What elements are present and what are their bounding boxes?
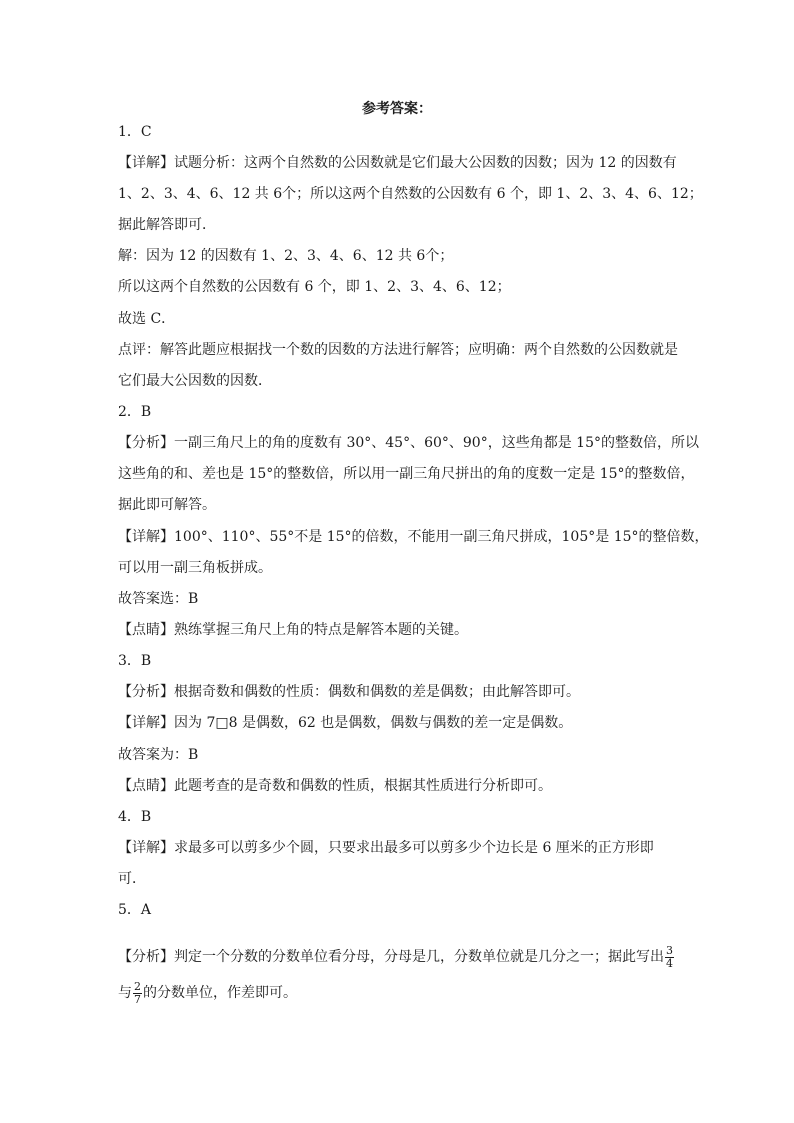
page-title: 参考答案：	[362, 101, 432, 117]
fraction-two-sevenths	[133, 981, 142, 1006]
fraction-denominator: 7	[134, 992, 141, 1006]
text-line: 故答案选：B	[118, 591, 199, 607]
text-line: 点评：解答此题应根据找一个数的因数的方法进行解答；应明确：两个自然数的公因数就是	[118, 342, 678, 358]
text-line: 2．B	[118, 404, 152, 420]
text-line: 它们最大公因数的因数．	[118, 373, 272, 389]
text-line: 【点睛】熟练掌握三角尺上角的特点是解答本题的关键。	[118, 622, 468, 638]
fraction-denominator: 4	[666, 956, 673, 970]
text-line: 可以用一副三角板拼成。	[118, 560, 272, 576]
fraction-three-fourths	[665, 945, 674, 970]
text-line: 1．C	[118, 124, 152, 140]
fraction-numerator: 2	[134, 979, 141, 993]
text-line: 据此解答即可．	[118, 217, 216, 233]
text-line: 可．	[118, 871, 146, 887]
text-line-with-fraction	[118, 941, 675, 973]
text-segment: 的分数单位，作差即可。	[143, 985, 297, 1001]
text-line: 所以这两个自然数的公因数有 6 个，即 1、2、3、4、6、12；	[118, 279, 511, 295]
fraction-numerator: 3	[666, 943, 673, 957]
text-line: 4．B	[118, 809, 152, 825]
text-line: 这些角的和、差也是 15°的整数倍，所以用一副三角尺拼出的角的度数一定是 15°的整数倍，	[118, 466, 695, 482]
text-line: 据此即可解答。	[118, 497, 216, 513]
text-line: 故答案为：B	[118, 747, 199, 763]
text-line: 解：因为 12 的因数有 1、2、3、4、6、12 共 6个；	[118, 248, 454, 264]
text-line: 【详解】试题分析：这两个自然数的公因数就是它们最大公因数的因数；因为 12 的因数有	[118, 155, 677, 171]
text-line-with-fraction	[118, 977, 297, 1009]
text-line: 故选 C．	[118, 311, 176, 327]
text-line: 【详解】求最多可以剪多少个圆，只要求出最多可以剪多少个边长是 6 厘米的正方形即	[118, 840, 654, 856]
text-line: 【点睛】此题考查的是奇数和偶数的性质，根据其性质进行分析即可。	[118, 778, 552, 794]
text-line: 3．B	[118, 653, 152, 669]
text-segment: 与	[118, 985, 132, 1001]
text-line: 【分析】一副三角尺上的角的度数有 30°、45°、60°、90°，这些角都是 15°的整数倍，所以	[118, 435, 699, 451]
text-line: 5．A	[118, 902, 152, 918]
text-segment: 【分析】判定一个分数的分数单位看分母，分母是几，分数单位就是几分之一；据此写出	[118, 949, 664, 965]
text-line: 【详解】因为 7□8 是偶数，62 也是偶数，偶数与偶数的差一定是偶数。	[118, 715, 573, 731]
text-line: 1、2、3、4、6、12 共 6个；所以这两个自然数的公因数有 6 个，即 1、2、3、4、6、12；	[118, 186, 703, 202]
text-line: 【分析】根据奇数和偶数的性质：偶数和偶数的差是偶数；由此解答即可。	[118, 684, 580, 700]
text-line: 【详解】100°、110°、55°不是 15°的倍数，不能用一副三角尺拼成，105°是 15°的整倍数，	[118, 529, 709, 545]
